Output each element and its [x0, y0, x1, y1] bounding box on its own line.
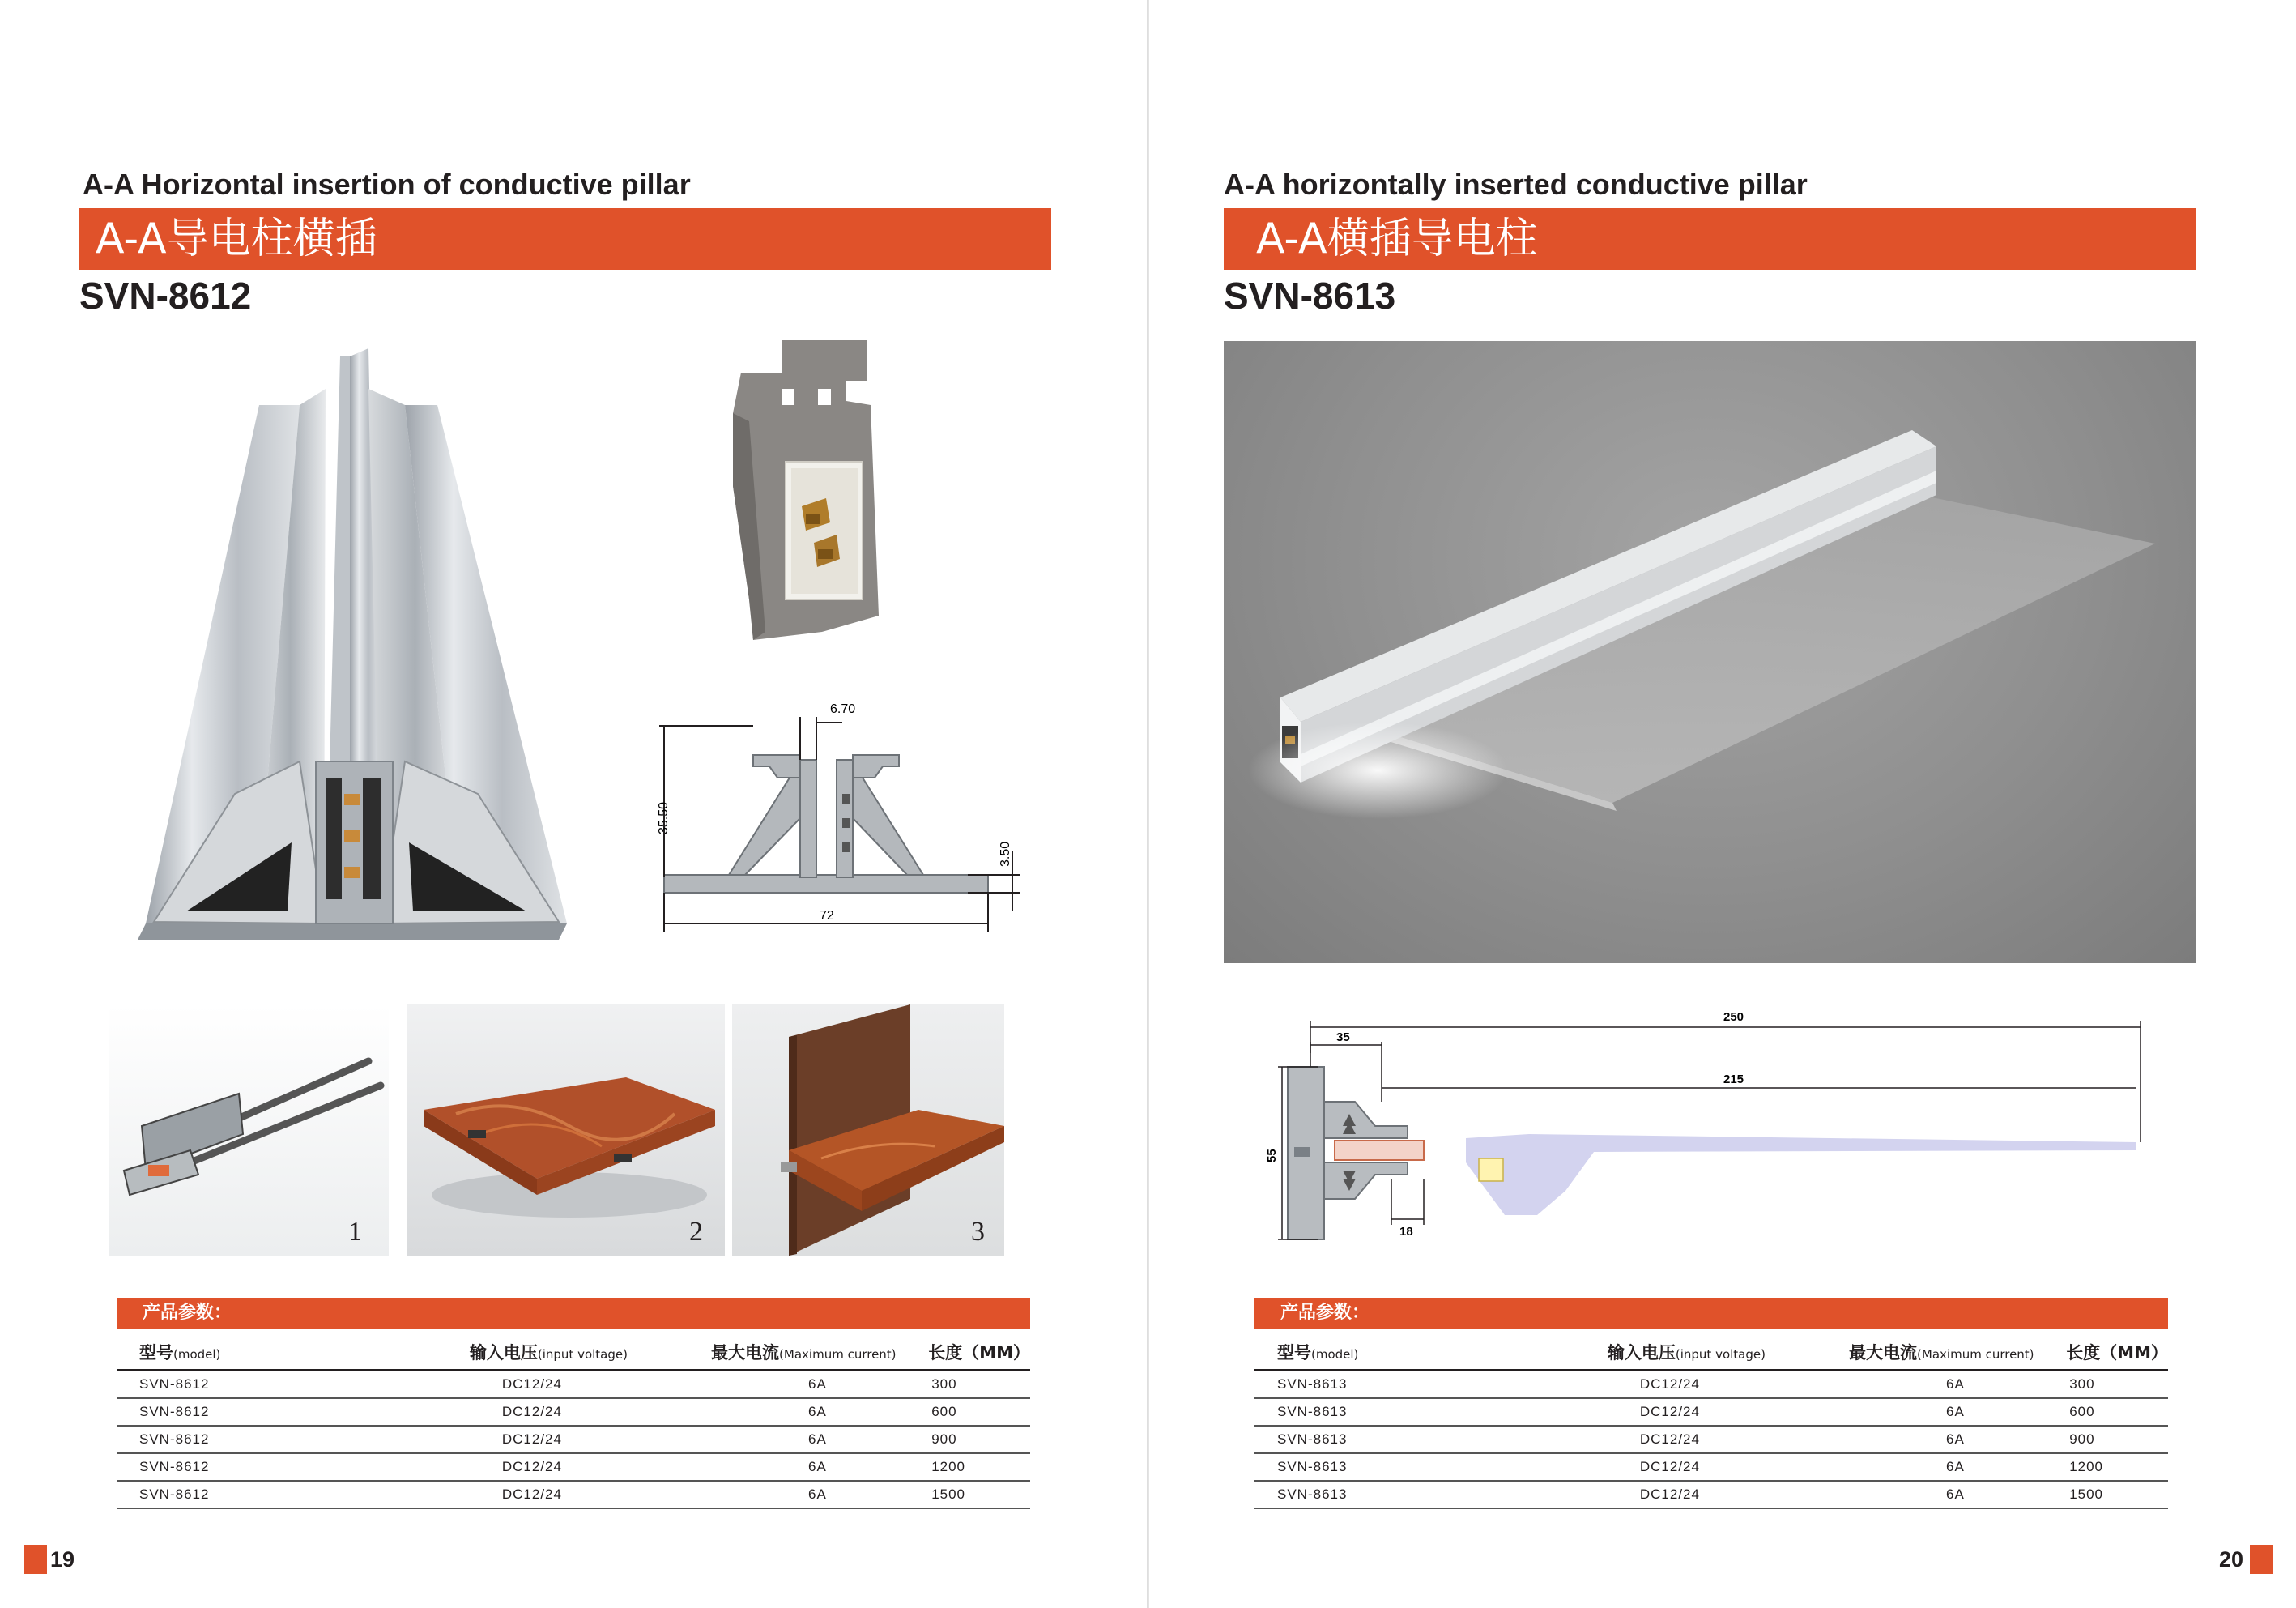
table-row: SVN-8613 DC12/24 6A 300: [1254, 1371, 2168, 1399]
header-model: 型号(model): [117, 1335, 381, 1371]
table-row: SVN-8613 DC12/24 6A 600: [1254, 1398, 2168, 1426]
page-number-right: 20: [2219, 1547, 2244, 1572]
profile-render-8612: [138, 340, 575, 940]
dim-35-50: 35.50: [657, 801, 671, 834]
right-title-cn-bar: [1224, 208, 2196, 270]
right-spec-title: 产品参数：: [1254, 1298, 2168, 1329]
left-title-cn-bar: [79, 208, 1051, 270]
table-row: SVN-8612 DC12/24 6A 600: [117, 1398, 1030, 1426]
table-row: SVN-8613 DC12/24 6A 1200: [1254, 1453, 2168, 1481]
header-current: 最大电流(Maximum current): [1792, 1335, 2066, 1371]
dim-55: 55: [1265, 1149, 1279, 1162]
install-photo-2: [407, 1004, 725, 1256]
right-title-en: A-A horizontally inserted conductive pillar: [1224, 168, 1808, 201]
dim-72: 72: [820, 909, 834, 923]
cross-section-drawing-8612: [648, 689, 1020, 932]
left-title-en: A-A Horizontal insertion of conductive pillar: [83, 168, 691, 201]
install-photo-1: [109, 1004, 389, 1256]
header-model: 型号(model): [1254, 1335, 1519, 1371]
page-number-marker-right: [2250, 1545, 2273, 1574]
dim-18: 18: [1399, 1225, 1413, 1239]
table-row: SVN-8612 DC12/24 6A 1500: [117, 1481, 1030, 1508]
page-number-left: 19: [50, 1547, 75, 1572]
dim-6-70: 6.70: [830, 702, 856, 716]
left-model: SVN-8612: [79, 275, 252, 317]
left-title-cn: A-A导电柱横插: [96, 215, 377, 263]
right-model: SVN-8613: [1224, 275, 1396, 317]
page-20: [1148, 0, 2296, 1608]
page-number-marker-left: [24, 1545, 47, 1574]
header-length: 长度（MM）: [928, 1335, 1030, 1371]
table-row: SVN-8612 DC12/24 6A 300: [117, 1371, 1030, 1399]
table-row: SVN-8613 DC12/24 6A 900: [1254, 1426, 2168, 1453]
table-row: SVN-8612 DC12/24 6A 900: [117, 1426, 1030, 1453]
right-spec-header-row: [1254, 1335, 2168, 1371]
photo-number-3: 3: [971, 1217, 985, 1247]
install-photo-3: [732, 1004, 1004, 1256]
shelf-render-8613: [1224, 341, 2196, 963]
header-voltage: 输入电压(input voltage): [381, 1335, 654, 1371]
header-voltage: 输入电压(input voltage): [1519, 1335, 1792, 1371]
connector-plug-render: [725, 340, 887, 648]
table-row: SVN-8612 DC12/24 6A 1200: [117, 1453, 1030, 1481]
photo-number-1: 1: [348, 1217, 362, 1247]
left-spec-grid: [117, 1335, 1030, 1509]
right-spec-grid: [1254, 1335, 2168, 1509]
dim-215: 215: [1723, 1073, 1744, 1086]
right-title-cn: A-A横插导电柱: [1256, 215, 1538, 263]
table-row: SVN-8613 DC12/24 6A 1500: [1254, 1481, 2168, 1508]
right-spec-table: [1254, 1298, 2168, 1509]
photo-number-2: 2: [689, 1217, 703, 1247]
side-section-drawing-8613: [1265, 1004, 2242, 1248]
dim-250: 250: [1723, 1010, 1744, 1024]
left-spec-title: 产品参数：: [117, 1298, 1030, 1329]
left-spec-table: [117, 1298, 1030, 1509]
header-length: 长度（MM）: [2066, 1335, 2168, 1371]
dim-3-50: 3.50: [999, 841, 1012, 867]
left-spec-header-row: [117, 1335, 1030, 1371]
dim-35: 35: [1336, 1030, 1350, 1044]
header-current: 最大电流(Maximum current): [654, 1335, 928, 1371]
